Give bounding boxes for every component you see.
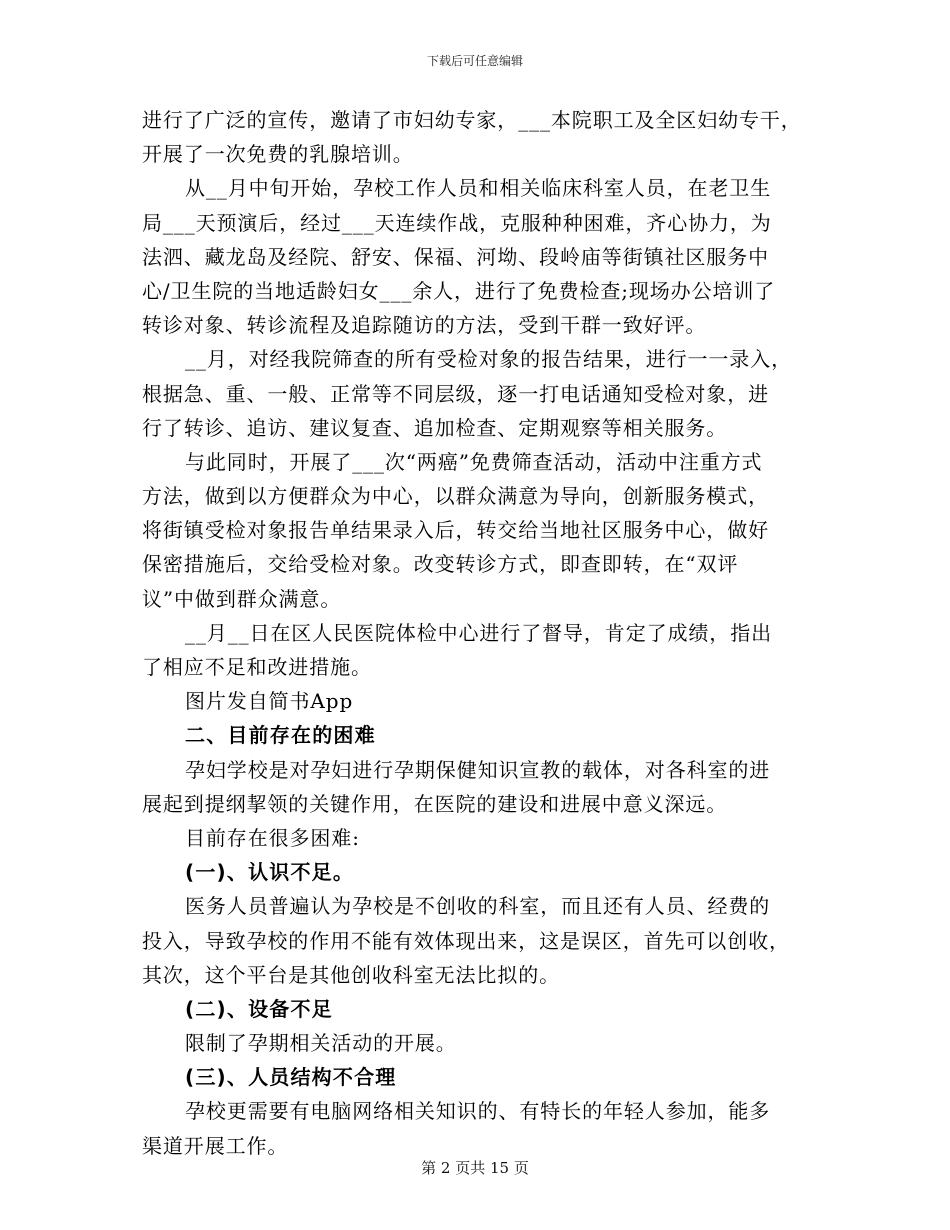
- section-heading: (二)、设备不足: [185, 996, 333, 1021]
- text-line: 局___天预演后，经过___天连续作战，克服种种困难，齐心协力，为: [142, 210, 772, 235]
- text-line: 医务人员普遍认为孕校是不创收的科室，而且还有人员、经费的: [185, 894, 771, 919]
- text-line: __月__日在区人民医院体检中心进行了督导，肯定了成绩，指出: [185, 620, 772, 645]
- text-line: 法泗、藏龙岛及经院、舒安、保福、河坳、段岭庙等街镇社区服务中: [142, 244, 769, 269]
- text-line: 开展了一次免费的乳腺培训。: [142, 142, 414, 167]
- text-line: 图片发自简书App: [185, 689, 354, 714]
- text-line: 从__月中旬开始，孕校工作人员和相关临床科室人员，在老卫生: [185, 176, 772, 201]
- text-line: 了相应不足和改进措施。: [142, 655, 372, 679]
- text-line: 孕校更需要有电脑网络相关知识的、有特长的年轻人参加，能多: [185, 1099, 771, 1124]
- text-line: 保密措施后，交给受检对象。改变转诊方式，即查即转，在“双评: [142, 552, 739, 577]
- text-line: 方法，做到以方便群众为中心，以群众满意为导向，创新服务模式，: [142, 484, 769, 509]
- document-body: [142, 103, 822, 1163]
- text-line: 孕妇学校是对孕妇进行孕期保健知识宣教的载体，对各科室的进: [185, 757, 771, 782]
- text-line: __月，对经我院筛查的所有受检对象的报告结果，进行一一录入，: [185, 347, 792, 372]
- text-line: 议”中做到群众满意。: [142, 586, 342, 611]
- page-header: 下载后可任意编辑: [426, 54, 523, 68]
- page-footer: 第 2 页共 15 页: [421, 1159, 529, 1177]
- text-line: 心/卫生院的当地适龄妇女___余人，进行了免费检查;现场办公培训了: [142, 278, 776, 303]
- section-heading: (三)、人员结构不合理: [185, 1065, 397, 1090]
- text-line: 渠道开展工作。: [142, 1133, 289, 1158]
- text-line: 展起到提纲挈领的关键作用，在医院的建设和进展中意义深远。: [142, 791, 728, 816]
- section-heading: (一)、认识不足。: [185, 860, 355, 885]
- section-heading: 二、目前存在的困难: [185, 723, 376, 748]
- text-line: 行了转诊、追访、建议复查、追加检查、定期观察等相关服务。: [142, 415, 728, 440]
- text-line: 投入，导致孕校的作用不能有效体现出来，这是误区，首先可以创收，: [142, 928, 790, 953]
- text-line: 根据急、重、一般、正常等不同层级，逐一打电话通知受检对象，进: [142, 381, 769, 406]
- paragraph-lines: [142, 103, 822, 1163]
- text-line: 将街镇受检对象报告单结果录入后，转交给当地社区服务中心，做好: [142, 518, 769, 543]
- text-line: 限制了孕期相关活动的开展。: [185, 1031, 457, 1056]
- text-line: 转诊对象、转诊流程及追踪随访的方法，受到干群一致好评。: [142, 313, 707, 338]
- text-line: 其次，这个平台是其他创收科室无法比拟的。: [142, 962, 560, 987]
- text-line: 与此同时，开展了___次“两癌”免费筛查活动，活动中注重方式: [185, 449, 763, 474]
- text-line: 目前存在很多困难:: [185, 825, 360, 850]
- text-line: 进行了广泛的宣传，邀请了市妇幼专家，___本院职工及全区妇幼专干，: [142, 108, 802, 132]
